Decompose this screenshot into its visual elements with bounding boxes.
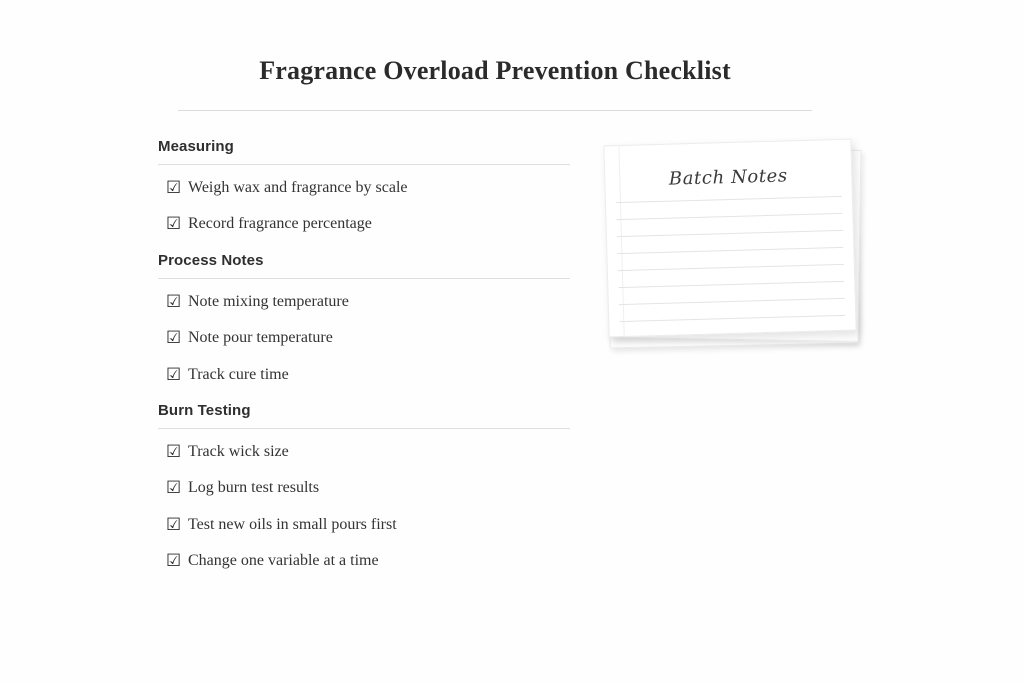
checklist-item[interactable]: [158, 479, 570, 497]
checklist-items: [158, 429, 570, 575]
checklist-items: [158, 279, 570, 388]
checklist-item-label: Note mixing temperature: [188, 292, 349, 310]
checklist-item[interactable]: [158, 179, 570, 197]
checklist-items: [158, 165, 570, 238]
note-sheet-front: [603, 139, 856, 338]
section-heading: Measuring: [158, 138, 234, 155]
checked-box-icon[interactable]: ☑: [166, 178, 182, 198]
page-header: [178, 55, 812, 111]
section-spacer: [158, 238, 570, 252]
checked-box-icon[interactable]: ☑: [166, 291, 182, 312]
checklist-item-label: Track cure time: [188, 365, 289, 383]
section-heading: Burn Testing: [158, 401, 251, 419]
checklist-item-label: Note pour temperature: [188, 329, 333, 347]
checked-box-icon[interactable]: ☑: [166, 441, 182, 462]
checklist-section-measuring: [158, 138, 570, 238]
checklist-item[interactable]: [158, 293, 570, 311]
checked-box-icon[interactable]: ☑: [166, 328, 182, 349]
section-spacer: [158, 388, 570, 402]
checklist-item[interactable]: [158, 329, 570, 347]
note-line: [619, 298, 845, 305]
title-divider: [178, 110, 812, 111]
checked-box-icon[interactable]: ☑: [166, 478, 182, 499]
checklist-item-label: Weigh wax and fragrance by scale: [188, 179, 408, 196]
page-title: Fragrance Overload Prevention Checklist: [259, 56, 731, 85]
checklist-item[interactable]: [158, 552, 570, 570]
checklist-item-label: Log burn test results: [188, 479, 320, 497]
checklist-item-label: Track wick size: [188, 442, 289, 460]
checklist-item-label: Change one variable at a time: [188, 552, 379, 570]
note-line: [618, 264, 844, 271]
note-line: [617, 230, 843, 237]
note-line: [616, 196, 842, 203]
checked-box-icon[interactable]: ☑: [166, 364, 182, 385]
checklist-item-label: Record fragrance percentage: [188, 215, 372, 233]
checked-box-icon[interactable]: ☑: [166, 551, 182, 572]
checklist-item-label: Test new oils in small pours first: [188, 515, 397, 533]
checklist-item[interactable]: [158, 215, 570, 233]
note-line: [618, 281, 844, 288]
note-line: [616, 213, 842, 220]
section-heading: Process Notes: [158, 251, 264, 269]
checked-box-icon[interactable]: ☑: [166, 214, 182, 235]
checklist-item[interactable]: [158, 366, 570, 384]
checklist-panel: [158, 138, 570, 575]
checklist-section-process-notes: [158, 252, 570, 388]
checklist-item[interactable]: [158, 516, 570, 534]
batch-notes-heading: Batch Notes: [668, 165, 789, 190]
batch-notes-card-stack: [600, 132, 880, 372]
note-line: [619, 315, 845, 322]
checked-box-icon[interactable]: ☑: [166, 514, 182, 535]
note-line: [617, 247, 843, 254]
note-ruled-lines: [606, 196, 856, 338]
checklist-section-burn-testing: [158, 402, 570, 575]
checklist-item[interactable]: [158, 443, 570, 461]
